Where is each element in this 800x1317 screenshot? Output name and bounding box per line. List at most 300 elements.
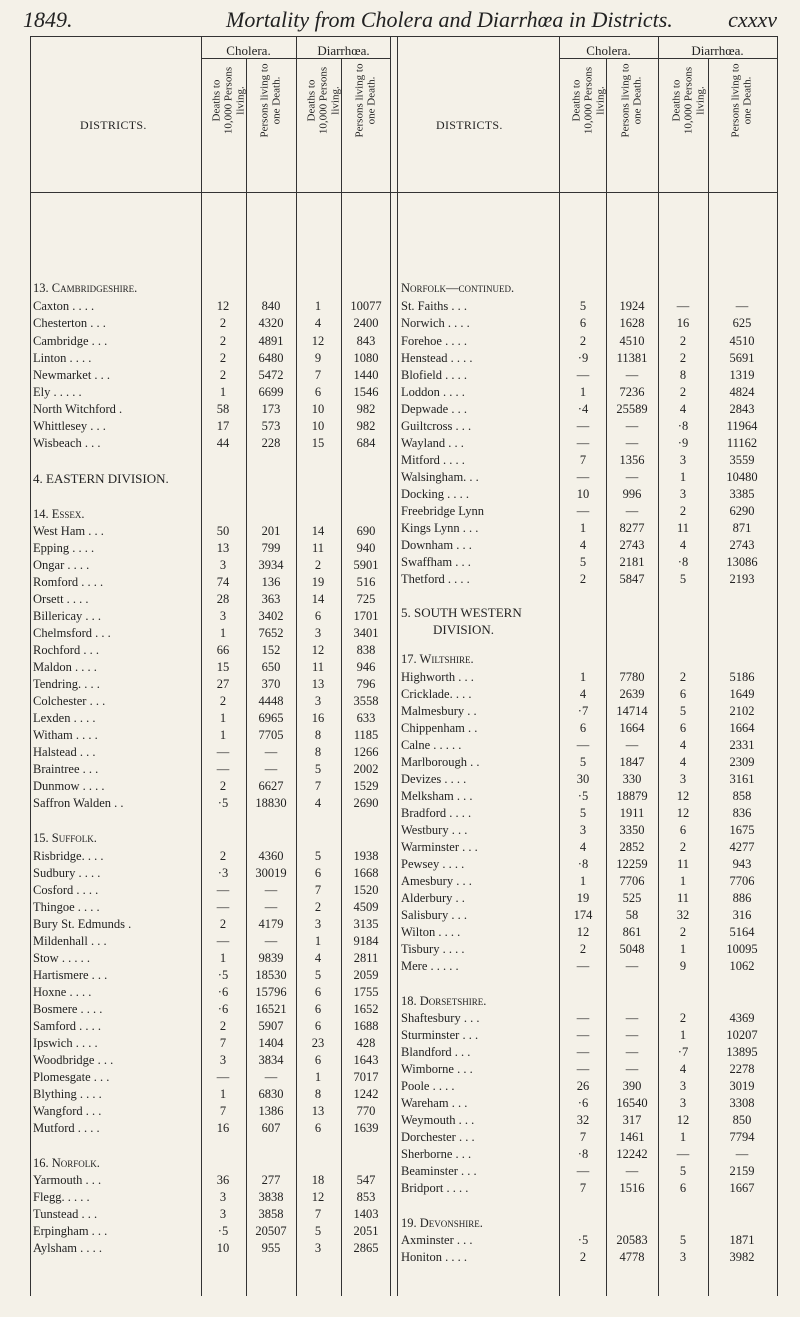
deaths-diarrhoea-value: 5 (679, 1164, 687, 1178)
deaths-cholera-value: ·8 (577, 1147, 589, 1161)
deaths-diarrhoea-value: 12 (676, 789, 690, 803)
deaths-diarrhoea-value: 3 (314, 626, 322, 640)
district-name: Bosmere . . . . (33, 1002, 103, 1016)
persons-cholera-value: 4891 (258, 334, 284, 348)
deaths-cholera-value: 58 (216, 402, 230, 416)
persons-diarrhoea-value: 1242 (353, 1087, 379, 1101)
persons-cholera-value: — (264, 883, 278, 897)
persons-diarrhoea-value: 3019 (729, 1079, 755, 1093)
district-name: Cambridge . . . (33, 334, 108, 348)
deaths-cholera-value: 16 (216, 1121, 230, 1135)
district-name: Loddon . . . . (401, 385, 465, 399)
district-name: Mere . . . . . (401, 959, 459, 973)
persons-cholera-value: 7236 (619, 385, 645, 399)
deaths-diarrhoea-value: 12 (676, 1113, 690, 1127)
deaths-diarrhoea-value: 16 (311, 711, 325, 725)
column-header-persons: Persons living to one Death. (619, 63, 644, 138)
deaths-cholera-value: 4 (579, 840, 587, 854)
district-name: Halstead . . . (33, 745, 96, 759)
district-name: Risbridge. . . . (33, 849, 104, 863)
district-name: Chesterton . . . (33, 316, 106, 330)
district-name: Tisbury . . . . (401, 942, 465, 956)
persons-diarrhoea-value: 1520 (353, 883, 379, 897)
persons-diarrhoea-value: 886 (732, 891, 752, 905)
deaths-cholera-value: 7 (219, 1104, 227, 1118)
persons-cholera-value: — (625, 1164, 639, 1178)
persons-cholera-value: 30019 (255, 866, 287, 880)
deaths-cholera-value: — (576, 1164, 590, 1178)
persons-cholera-value: 955 (261, 1241, 281, 1255)
deaths-diarrhoea-value: 3 (314, 1241, 322, 1255)
county-heading: 19. Devonshire. (401, 1216, 483, 1230)
column-header-persons: Persons living to one Death. (258, 63, 283, 138)
persons-diarrhoea-value: 316 (732, 908, 752, 922)
deaths-diarrhoea-value: ·7 (677, 1045, 689, 1059)
district-name: Axminster . . . (401, 1233, 473, 1247)
group-header-diarrhoea: Diarrhœa. (691, 43, 744, 58)
persons-diarrhoea-value: 5691 (729, 351, 755, 365)
persons-diarrhoea-value: 4510 (729, 334, 755, 348)
persons-diarrhoea-value: 940 (356, 541, 376, 555)
persons-diarrhoea-value: 684 (356, 436, 376, 450)
deaths-diarrhoea-value: 3 (679, 1250, 687, 1264)
persons-cholera-value: 370 (261, 677, 281, 691)
deaths-diarrhoea-value: 4 (314, 316, 322, 330)
deaths-diarrhoea-value: ·8 (677, 419, 689, 433)
deaths-cholera-value: ·6 (217, 985, 229, 999)
persons-diarrhoea-value: 2051 (353, 1224, 379, 1238)
deaths-diarrhoea-value: — (676, 1147, 690, 1161)
persons-diarrhoea-value: 1403 (353, 1207, 379, 1221)
persons-cholera-value: 9839 (258, 951, 284, 965)
deaths-cholera-value: 2 (219, 351, 227, 365)
deaths-cholera-value: 44 (216, 436, 230, 450)
persons-cholera-value: — (625, 504, 639, 518)
persons-diarrhoea-value: 2843 (729, 402, 755, 416)
district-name: Beaminster . . . (401, 1164, 477, 1178)
deaths-cholera-value: — (576, 738, 590, 752)
persons-cholera-value: 4448 (258, 694, 284, 708)
district-name: Witham . . . . (33, 728, 98, 742)
district-name: Dunmow . . . . (33, 779, 105, 793)
deaths-cholera-value: 1 (579, 521, 587, 535)
persons-cholera-value: 228 (261, 436, 281, 450)
persons-diarrhoea-value: 10095 (726, 942, 758, 956)
persons-diarrhoea-value: 1871 (729, 1233, 755, 1247)
persons-diarrhoea-value: 9184 (353, 934, 379, 948)
persons-diarrhoea-value: 1062 (729, 959, 755, 973)
deaths-diarrhoea-value: 2 (314, 900, 322, 914)
deaths-cholera-value: ·3 (217, 866, 229, 880)
persons-diarrhoea-value: 1266 (353, 745, 379, 759)
district-name: Wangford . . . (33, 1104, 102, 1118)
district-name: Blofield . . . . (401, 368, 467, 382)
persons-diarrhoea-value: — (735, 1147, 749, 1161)
deaths-diarrhoea-value: 3 (679, 772, 687, 786)
deaths-cholera-value: 1 (219, 711, 227, 725)
persons-cholera-value: 1356 (619, 453, 645, 467)
district-name: Warminster . . . (401, 840, 478, 854)
persons-diarrhoea-value: 2059 (353, 968, 379, 982)
persons-cholera-value: 6627 (258, 779, 284, 793)
persons-diarrhoea-value: 2193 (729, 572, 755, 586)
deaths-cholera-value: 19 (576, 891, 590, 905)
deaths-diarrhoea-value: 3 (679, 1096, 687, 1110)
persons-diarrhoea-value: 1546 (353, 385, 379, 399)
deaths-cholera-value: — (576, 436, 590, 450)
persons-diarrhoea-value: 2400 (353, 316, 379, 330)
persons-diarrhoea-value: 1755 (353, 985, 379, 999)
deaths-diarrhoea-value: 9 (679, 959, 687, 973)
district-name: Tunstead . . . (33, 1207, 98, 1221)
district-name: Whittlesey . . . (33, 419, 106, 433)
district-name: Walsingham. . . (401, 470, 479, 484)
persons-cholera-value: — (264, 762, 278, 776)
deaths-cholera-value: — (576, 1011, 590, 1025)
deaths-cholera-value: 2 (579, 334, 587, 348)
deaths-cholera-value: 1 (219, 385, 227, 399)
persons-cholera-value: 3934 (258, 558, 284, 572)
persons-cholera-value: 7652 (258, 626, 284, 640)
persons-diarrhoea-value: 11162 (726, 436, 758, 450)
persons-diarrhoea-value: 1668 (353, 866, 379, 880)
deaths-cholera-value: 12 (576, 925, 590, 939)
deaths-cholera-value: 1 (219, 728, 227, 742)
deaths-cholera-value: 74 (216, 575, 230, 589)
header-title: Mortality from Cholera and Diarrhœa in Districts. (226, 7, 673, 32)
district-name: Norwich . . . . (401, 316, 470, 330)
persons-cholera-value: 152 (261, 643, 281, 657)
deaths-diarrhoea-value: 4 (679, 755, 687, 769)
deaths-diarrhoea-value: 1 (314, 299, 322, 313)
column-header-persons: Persons living to one Death. (353, 63, 378, 138)
county-heading: Norfolk—continued. (401, 281, 515, 295)
district-name: Chippenham . . (401, 721, 478, 735)
district-name: Swaffham . . . (401, 555, 471, 569)
district-name: West Ham . . . (33, 524, 104, 538)
persons-cholera-value: 3402 (258, 609, 284, 623)
deaths-cholera-value: 10 (216, 1241, 230, 1255)
deaths-diarrhoea-value: 12 (311, 334, 325, 348)
persons-diarrhoea-value: 3401 (353, 626, 379, 640)
persons-cholera-value: 1664 (619, 721, 645, 735)
deaths-cholera-value: 2 (219, 779, 227, 793)
deaths-cholera-value: 2 (579, 1250, 587, 1264)
deaths-cholera-value: ·5 (577, 1233, 589, 1247)
deaths-diarrhoea-value: 6 (314, 1053, 322, 1067)
persons-diarrhoea-value: 13086 (726, 555, 758, 569)
persons-diarrhoea-value: 5164 (729, 925, 755, 939)
persons-diarrhoea-value: 1185 (353, 728, 379, 742)
district-name: Woodbridge . . . (33, 1053, 114, 1067)
deaths-cholera-value: ·5 (217, 968, 229, 982)
deaths-diarrhoea-value: 4 (679, 1062, 687, 1076)
table-left-border (30, 36, 31, 1296)
persons-diarrhoea-value: 796 (356, 677, 376, 691)
persons-diarrhoea-value: 1080 (353, 351, 379, 365)
persons-cholera-value: 5048 (619, 942, 645, 956)
persons-cholera-value: 6699 (258, 385, 284, 399)
deaths-diarrhoea-value: 1 (679, 1130, 687, 1144)
persons-cholera-value: 18530 (255, 968, 287, 982)
deaths-diarrhoea-value: 6 (314, 609, 322, 623)
district-name: Rochford . . . (33, 643, 99, 657)
district-name: Bradford . . . . (401, 806, 472, 820)
deaths-cholera-value: 1 (219, 951, 227, 965)
persons-diarrhoea-value: 2002 (353, 762, 379, 776)
deaths-diarrhoea-value: 7 (314, 368, 322, 382)
deaths-cholera-value: 7 (219, 1036, 227, 1050)
deaths-diarrhoea-value: 32 (676, 908, 690, 922)
persons-cholera-value: 7706 (619, 874, 645, 888)
county-heading: 17. Wiltshire. (401, 652, 474, 666)
persons-diarrhoea-value: 3559 (729, 453, 755, 467)
deaths-diarrhoea-value: 11 (311, 541, 325, 555)
group-header-cholera: Cholera. (586, 43, 631, 58)
persons-cholera-value: 363 (261, 592, 281, 606)
persons-cholera-value: 18879 (616, 789, 648, 803)
persons-cholera-value: 1628 (619, 316, 645, 330)
persons-diarrhoea-value: 3308 (729, 1096, 755, 1110)
deaths-diarrhoea-value: 10 (311, 402, 325, 416)
deaths-cholera-value: 7 (579, 453, 587, 467)
deaths-diarrhoea-value: 6 (314, 866, 322, 880)
deaths-diarrhoea-value: 4 (679, 738, 687, 752)
deaths-cholera-value: — (576, 1062, 590, 1076)
persons-cholera-value: 8277 (619, 521, 645, 535)
persons-diarrhoea-value: 4509 (353, 900, 379, 914)
persons-diarrhoea-value: 1440 (353, 368, 379, 382)
header-year: 1849. (23, 7, 73, 32)
persons-cholera-value: 2743 (619, 538, 645, 552)
district-name: Thetford . . . . (401, 572, 470, 586)
persons-cholera-value: — (264, 900, 278, 914)
persons-cholera-value: — (625, 470, 639, 484)
district-name: Dorchester . . . (401, 1130, 475, 1144)
persons-cholera-value: 6965 (258, 711, 284, 725)
persons-cholera-value: 18830 (255, 796, 287, 810)
persons-cholera-value: 317 (622, 1113, 642, 1127)
district-name: Stow . . . . . (33, 951, 90, 965)
deaths-diarrhoea-value: 8 (679, 368, 687, 382)
district-name: Calne . . . . . (401, 738, 462, 752)
persons-cholera-value: 3350 (619, 823, 645, 837)
deaths-cholera-value: 15 (216, 660, 230, 674)
district-name: Romford . . . . (33, 575, 104, 589)
persons-cholera-value: 3834 (258, 1053, 284, 1067)
persons-cholera-value: 650 (261, 660, 281, 674)
persons-cholera-value: 6480 (258, 351, 284, 365)
persons-diarrhoea-value: 11964 (726, 419, 758, 433)
persons-diarrhoea-value: 1675 (729, 823, 755, 837)
deaths-cholera-value: 5 (579, 806, 587, 820)
district-name: Hoxne . . . . (33, 985, 92, 999)
deaths-cholera-value: 6 (579, 316, 587, 330)
district-name: Depwade . . . (401, 402, 467, 416)
deaths-diarrhoea-value: 10 (311, 419, 325, 433)
district-name: Blandford . . . (401, 1045, 471, 1059)
deaths-diarrhoea-value: 13 (311, 1104, 325, 1118)
deaths-diarrhoea-value: 6 (314, 1019, 322, 1033)
header-page-number: cxxxv (728, 7, 777, 32)
persons-diarrhoea-value: 2278 (729, 1062, 755, 1076)
district-name: Billericay . . . (33, 609, 102, 623)
district-name: Tendring. . . . (33, 677, 100, 691)
division-heading: DIVISION. (433, 622, 495, 637)
county-heading: 14. Essex. (33, 507, 85, 521)
persons-diarrhoea-value: 871 (732, 521, 752, 535)
deaths-diarrhoea-value: 11 (676, 521, 690, 535)
persons-diarrhoea-value: 1639 (353, 1121, 379, 1135)
deaths-cholera-value: 10 (576, 487, 590, 501)
district-name: Ipswich . . . . (33, 1036, 98, 1050)
persons-diarrhoea-value: 838 (356, 643, 376, 657)
county-heading: 18. Dorsetshire. (401, 994, 487, 1008)
deaths-cholera-value: 4 (579, 538, 587, 552)
persons-diarrhoea-value: 982 (356, 419, 376, 433)
deaths-cholera-value: 5 (579, 755, 587, 769)
persons-cholera-value: 840 (261, 299, 281, 313)
persons-diarrhoea-value: — (735, 299, 749, 313)
district-name: Plomesgate . . . (33, 1070, 110, 1084)
deaths-diarrhoea-value: 6 (679, 1181, 687, 1195)
district-name: Wayland . . . (401, 436, 464, 450)
district-name: Newmarket . . . (33, 368, 111, 382)
deaths-diarrhoea-value: 12 (311, 643, 325, 657)
districts-header: DISTRICTS. (80, 118, 147, 132)
deaths-cholera-value: — (576, 470, 590, 484)
persons-diarrhoea-value: 1688 (353, 1019, 379, 1033)
persons-cholera-value: — (625, 1011, 639, 1025)
persons-cholera-value: 390 (622, 1079, 642, 1093)
persons-cholera-value: 1911 (619, 806, 645, 820)
district-name: Amesbury . . . (401, 874, 472, 888)
persons-diarrhoea-value: 2811 (353, 951, 379, 965)
persons-diarrhoea-value: 633 (356, 711, 376, 725)
district-name: Chelmsford . . . (33, 626, 111, 640)
persons-cholera-value: 25589 (616, 402, 648, 416)
deaths-diarrhoea-value: 2 (679, 504, 687, 518)
persons-diarrhoea-value: 1667 (729, 1181, 755, 1195)
deaths-diarrhoea-value: 23 (311, 1036, 325, 1050)
persons-cholera-value: — (625, 436, 639, 450)
persons-diarrhoea-value: 625 (732, 316, 752, 330)
deaths-diarrhoea-value: 3 (679, 1079, 687, 1093)
persons-cholera-value: 201 (261, 524, 281, 538)
district-name: Wilton . . . . (401, 925, 461, 939)
deaths-diarrhoea-value: 7 (314, 1207, 322, 1221)
deaths-cholera-value: — (576, 1045, 590, 1059)
deaths-diarrhoea-value: 11 (676, 891, 690, 905)
deaths-cholera-value: 1 (219, 626, 227, 640)
deaths-diarrhoea-value: 1 (679, 942, 687, 956)
table-top-border (30, 36, 778, 37)
persons-cholera-value: 3838 (258, 1190, 284, 1204)
persons-cholera-value: 1461 (619, 1130, 645, 1144)
district-name: Hartismere . . . (33, 968, 108, 982)
column-header-bottom-border (30, 192, 778, 193)
persons-diarrhoea-value: 4277 (729, 840, 755, 854)
persons-cholera-value: — (264, 1070, 278, 1084)
deaths-diarrhoea-value: 5 (679, 1233, 687, 1247)
district-name: Honiton . . . . (401, 1250, 467, 1264)
deaths-cholera-value: 3 (219, 1190, 227, 1204)
deaths-diarrhoea-value: 7 (314, 883, 322, 897)
persons-cholera-value: 2181 (619, 555, 645, 569)
persons-diarrhoea-value: 725 (356, 592, 376, 606)
division-heading: 4. EASTERN DIVISION. (33, 471, 169, 486)
persons-diarrhoea-value: 2331 (729, 738, 755, 752)
deaths-diarrhoea-value: 4 (679, 538, 687, 552)
district-name: Devizes . . . . (401, 772, 467, 786)
deaths-cholera-value: 6 (579, 721, 587, 735)
persons-cholera-value: 525 (622, 891, 642, 905)
district-name: Yarmouth . . . (33, 1173, 102, 1187)
deaths-cholera-value: — (576, 419, 590, 433)
persons-cholera-value: 173 (261, 402, 281, 416)
deaths-cholera-value: ·6 (217, 1002, 229, 1016)
persons-cholera-value: — (625, 368, 639, 382)
persons-cholera-value: 6830 (258, 1087, 284, 1101)
persons-cholera-value: 4510 (619, 334, 645, 348)
persons-cholera-value: 4320 (258, 316, 284, 330)
persons-diarrhoea-value: 7706 (729, 874, 755, 888)
district-name: Ongar . . . . (33, 558, 90, 572)
deaths-cholera-value: 2 (219, 368, 227, 382)
county-heading: 13. Cambridgeshire. (33, 281, 138, 295)
persons-diarrhoea-value: 770 (356, 1104, 376, 1118)
deaths-cholera-value: 2 (219, 917, 227, 931)
deaths-cholera-value: — (576, 368, 590, 382)
district-name: Blything . . . . (33, 1087, 102, 1101)
deaths-diarrhoea-value: 4 (679, 402, 687, 416)
deaths-cholera-value: 17 (216, 419, 230, 433)
deaths-diarrhoea-value: 8 (314, 728, 322, 742)
deaths-diarrhoea-value: 2 (679, 925, 687, 939)
deaths-cholera-value: 5 (579, 299, 587, 313)
district-name: Mildenhall . . . (33, 934, 107, 948)
persons-diarrhoea-value: 2690 (353, 796, 379, 810)
district-name: North Witchford . (33, 402, 123, 416)
deaths-cholera-value: 4 (579, 687, 587, 701)
district-name: Weymouth . . . (401, 1113, 475, 1127)
deaths-diarrhoea-value: 5 (314, 762, 322, 776)
district-name: Kings Lynn . . . (401, 521, 479, 535)
deaths-diarrhoea-value: 5 (314, 1224, 322, 1238)
district-name: Samford . . . . (33, 1019, 102, 1033)
deaths-diarrhoea-value: 1 (679, 874, 687, 888)
district-name: Mutford . . . . (33, 1121, 100, 1135)
deaths-diarrhoea-value: 14 (311, 592, 325, 606)
persons-cholera-value: 5907 (258, 1019, 284, 1033)
persons-diarrhoea-value: 690 (356, 524, 376, 538)
district-name: Wimborne . . . (401, 1062, 473, 1076)
deaths-diarrhoea-value: 2 (679, 334, 687, 348)
district-name: Marlborough . . (401, 755, 480, 769)
deaths-cholera-value: ·4 (577, 402, 589, 416)
deaths-cholera-value: ·5 (577, 789, 589, 803)
deaths-diarrhoea-value: 3 (314, 694, 322, 708)
district-name: Flegg. . . . . (33, 1190, 90, 1204)
persons-diarrhoea-value: 5186 (729, 670, 755, 684)
deaths-diarrhoea-value: 2 (679, 385, 687, 399)
deaths-cholera-value: 32 (576, 1113, 590, 1127)
deaths-diarrhoea-value: 1 (679, 470, 687, 484)
deaths-cholera-value: — (216, 1070, 230, 1084)
deaths-diarrhoea-value: 2 (679, 351, 687, 365)
deaths-cholera-value: ·5 (217, 796, 229, 810)
persons-cholera-value: 996 (622, 487, 642, 501)
